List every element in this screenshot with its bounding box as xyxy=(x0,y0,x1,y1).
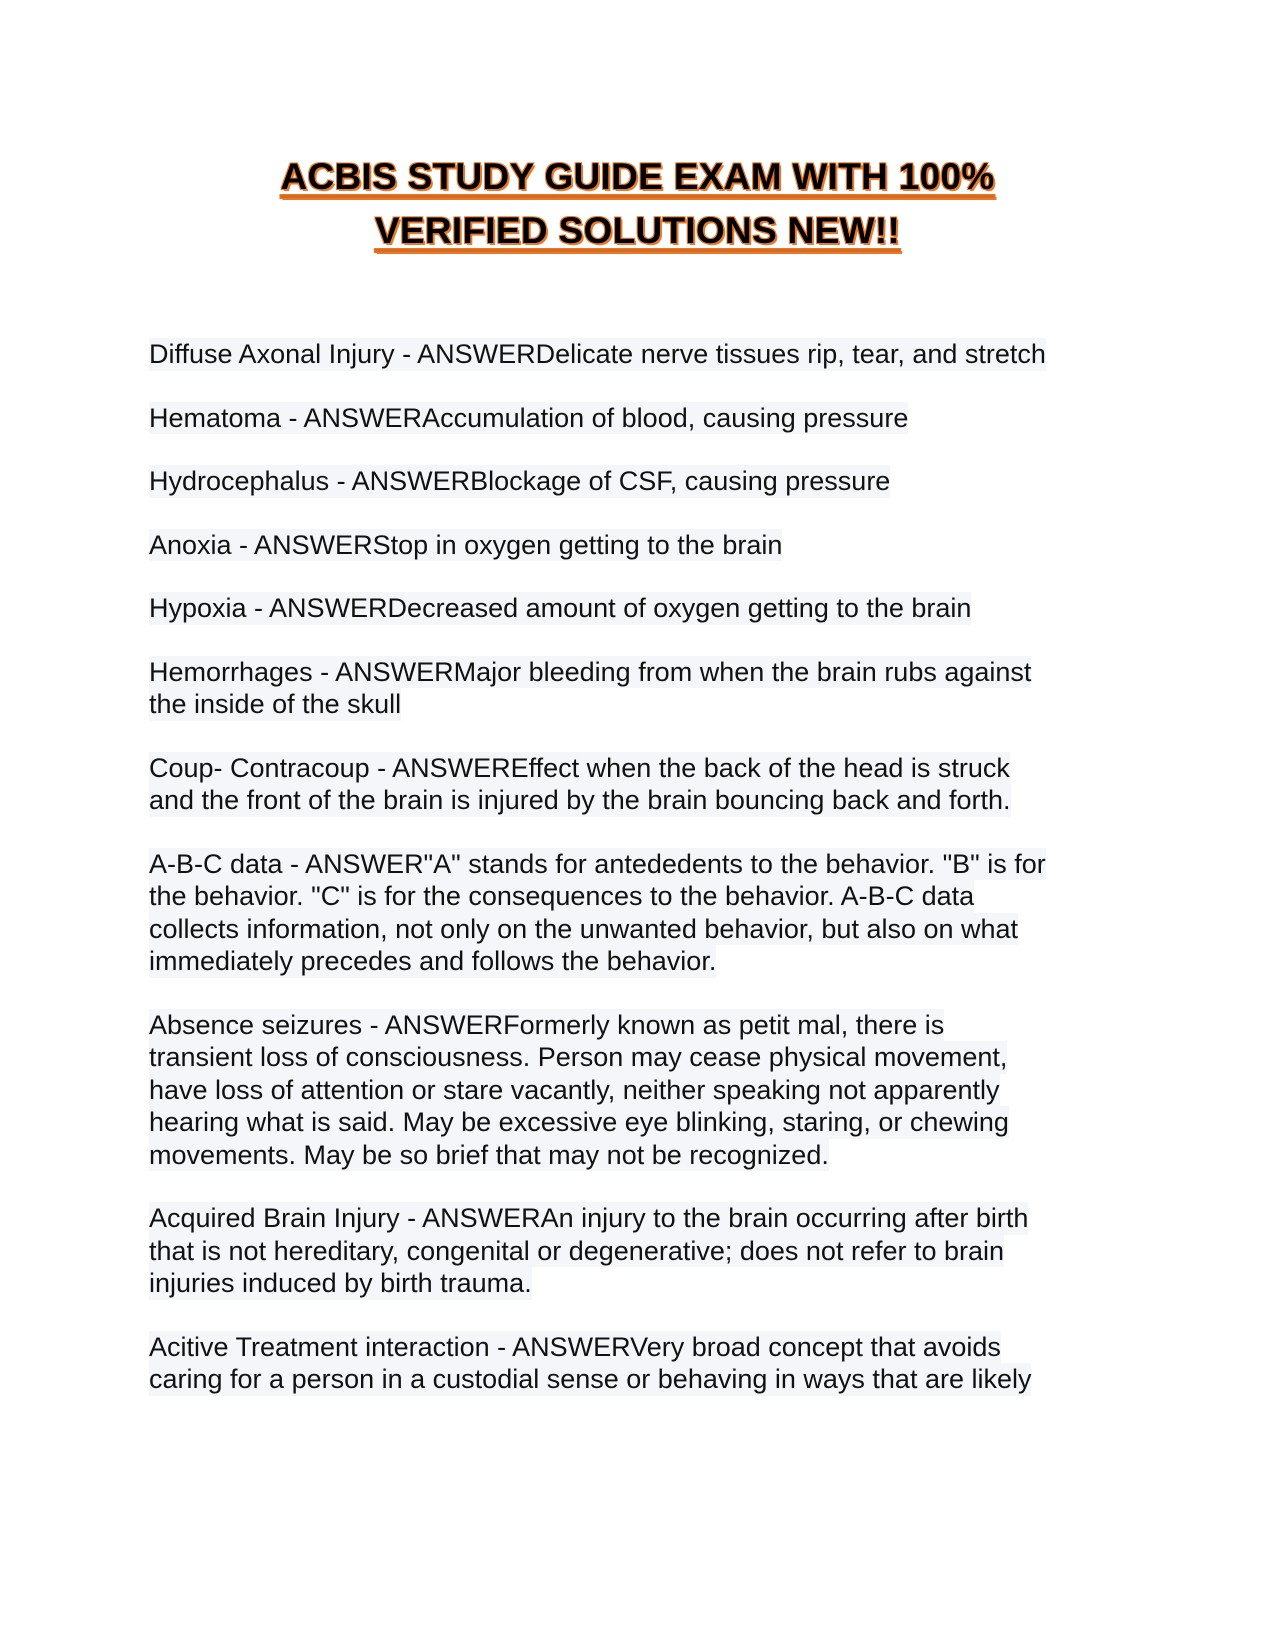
entry-line: movements. May be so brief that may not be recognized. xyxy=(149,1139,829,1170)
entry-line: have loss of attention or stare vacantly, neither speaking not apparently xyxy=(149,1074,1000,1105)
entry-line: Acquired Brain Injury - ANSWERAn injury to the brain occurring after birth xyxy=(149,1203,1029,1233)
term-entry xyxy=(149,752,1149,817)
entry-line: Hemorrhages - ANSWERMajor bleeding from when the brain rubs against xyxy=(149,656,1032,687)
entry-line: Hydrocephalus - ANSWERBlockage of CSF, causing pressure xyxy=(149,466,891,496)
term-entry xyxy=(149,1202,1149,1300)
term-entry xyxy=(149,1331,1149,1396)
entry-line: Anoxia - ANSWERStop in oxygen getting to the brain xyxy=(149,529,783,560)
term-entry xyxy=(149,656,1149,721)
entry-line: the behavior. "C" is for the consequences to the behavior. A-B-C data xyxy=(149,881,975,911)
term-entry xyxy=(149,592,1149,625)
entry-line: and the front of the brain is injured by the brain bouncing back and forth. xyxy=(149,785,1011,815)
entry-line: transient loss of consciousness. Person may cease physical movement, xyxy=(149,1042,1008,1072)
entry-line: caring for a person in a custodial sense or behaving in ways that are likely xyxy=(149,1364,1032,1394)
term-entry xyxy=(149,402,1149,435)
entry-line: the inside of the skull xyxy=(149,689,402,719)
term-entry xyxy=(149,848,1149,978)
entry-line: Coup- Contracoup - ANSWEREffect when the back of the head is struck xyxy=(149,752,1010,783)
entry-line: injuries induced by birth trauma. xyxy=(149,1268,532,1298)
entry-line: Absence seizures - ANSWERFormerly known as petit mal, there is xyxy=(149,1009,945,1040)
entry-line: collects information, not only on the unwanted behavior, but also on what xyxy=(149,913,1019,944)
entry-line: Hematoma - ANSWERAccumulation of blood, causing pressure xyxy=(149,402,909,433)
entry-line: immediately precedes and follows the behavior. xyxy=(149,946,717,976)
term-entry xyxy=(149,338,1149,371)
flashcard-list xyxy=(149,338,1149,1427)
title-line: VERIFIED SOLUTIONS NEW!! xyxy=(374,210,901,251)
title-line: ACBIS STUDY GUIDE EXAM WITH 100% xyxy=(280,156,995,197)
entry-line: Hypoxia - ANSWERDecreased amount of oxygen getting to the brain xyxy=(149,593,972,623)
term-entry xyxy=(149,465,1149,498)
term-entry xyxy=(149,1009,1149,1172)
document-title xyxy=(0,150,1275,258)
entry-line: hearing what is said. May be excessive eye blinking, staring, or chewing xyxy=(149,1107,1009,1137)
term-entry xyxy=(149,529,1149,562)
entry-line: A-B-C data - ANSWER"A" stands for antededents to the behavior. "B" is for xyxy=(149,848,1046,879)
entry-line: that is not hereditary, congenital or degenerative; does not refer to brain xyxy=(149,1235,1005,1266)
entry-line: Acitive Treatment interaction - ANSWERVery broad concept that avoids xyxy=(149,1331,1001,1362)
entry-line: Diffuse Axonal Injury - ANSWERDelicate nerve tissues rip, tear, and stretch xyxy=(149,339,1046,369)
